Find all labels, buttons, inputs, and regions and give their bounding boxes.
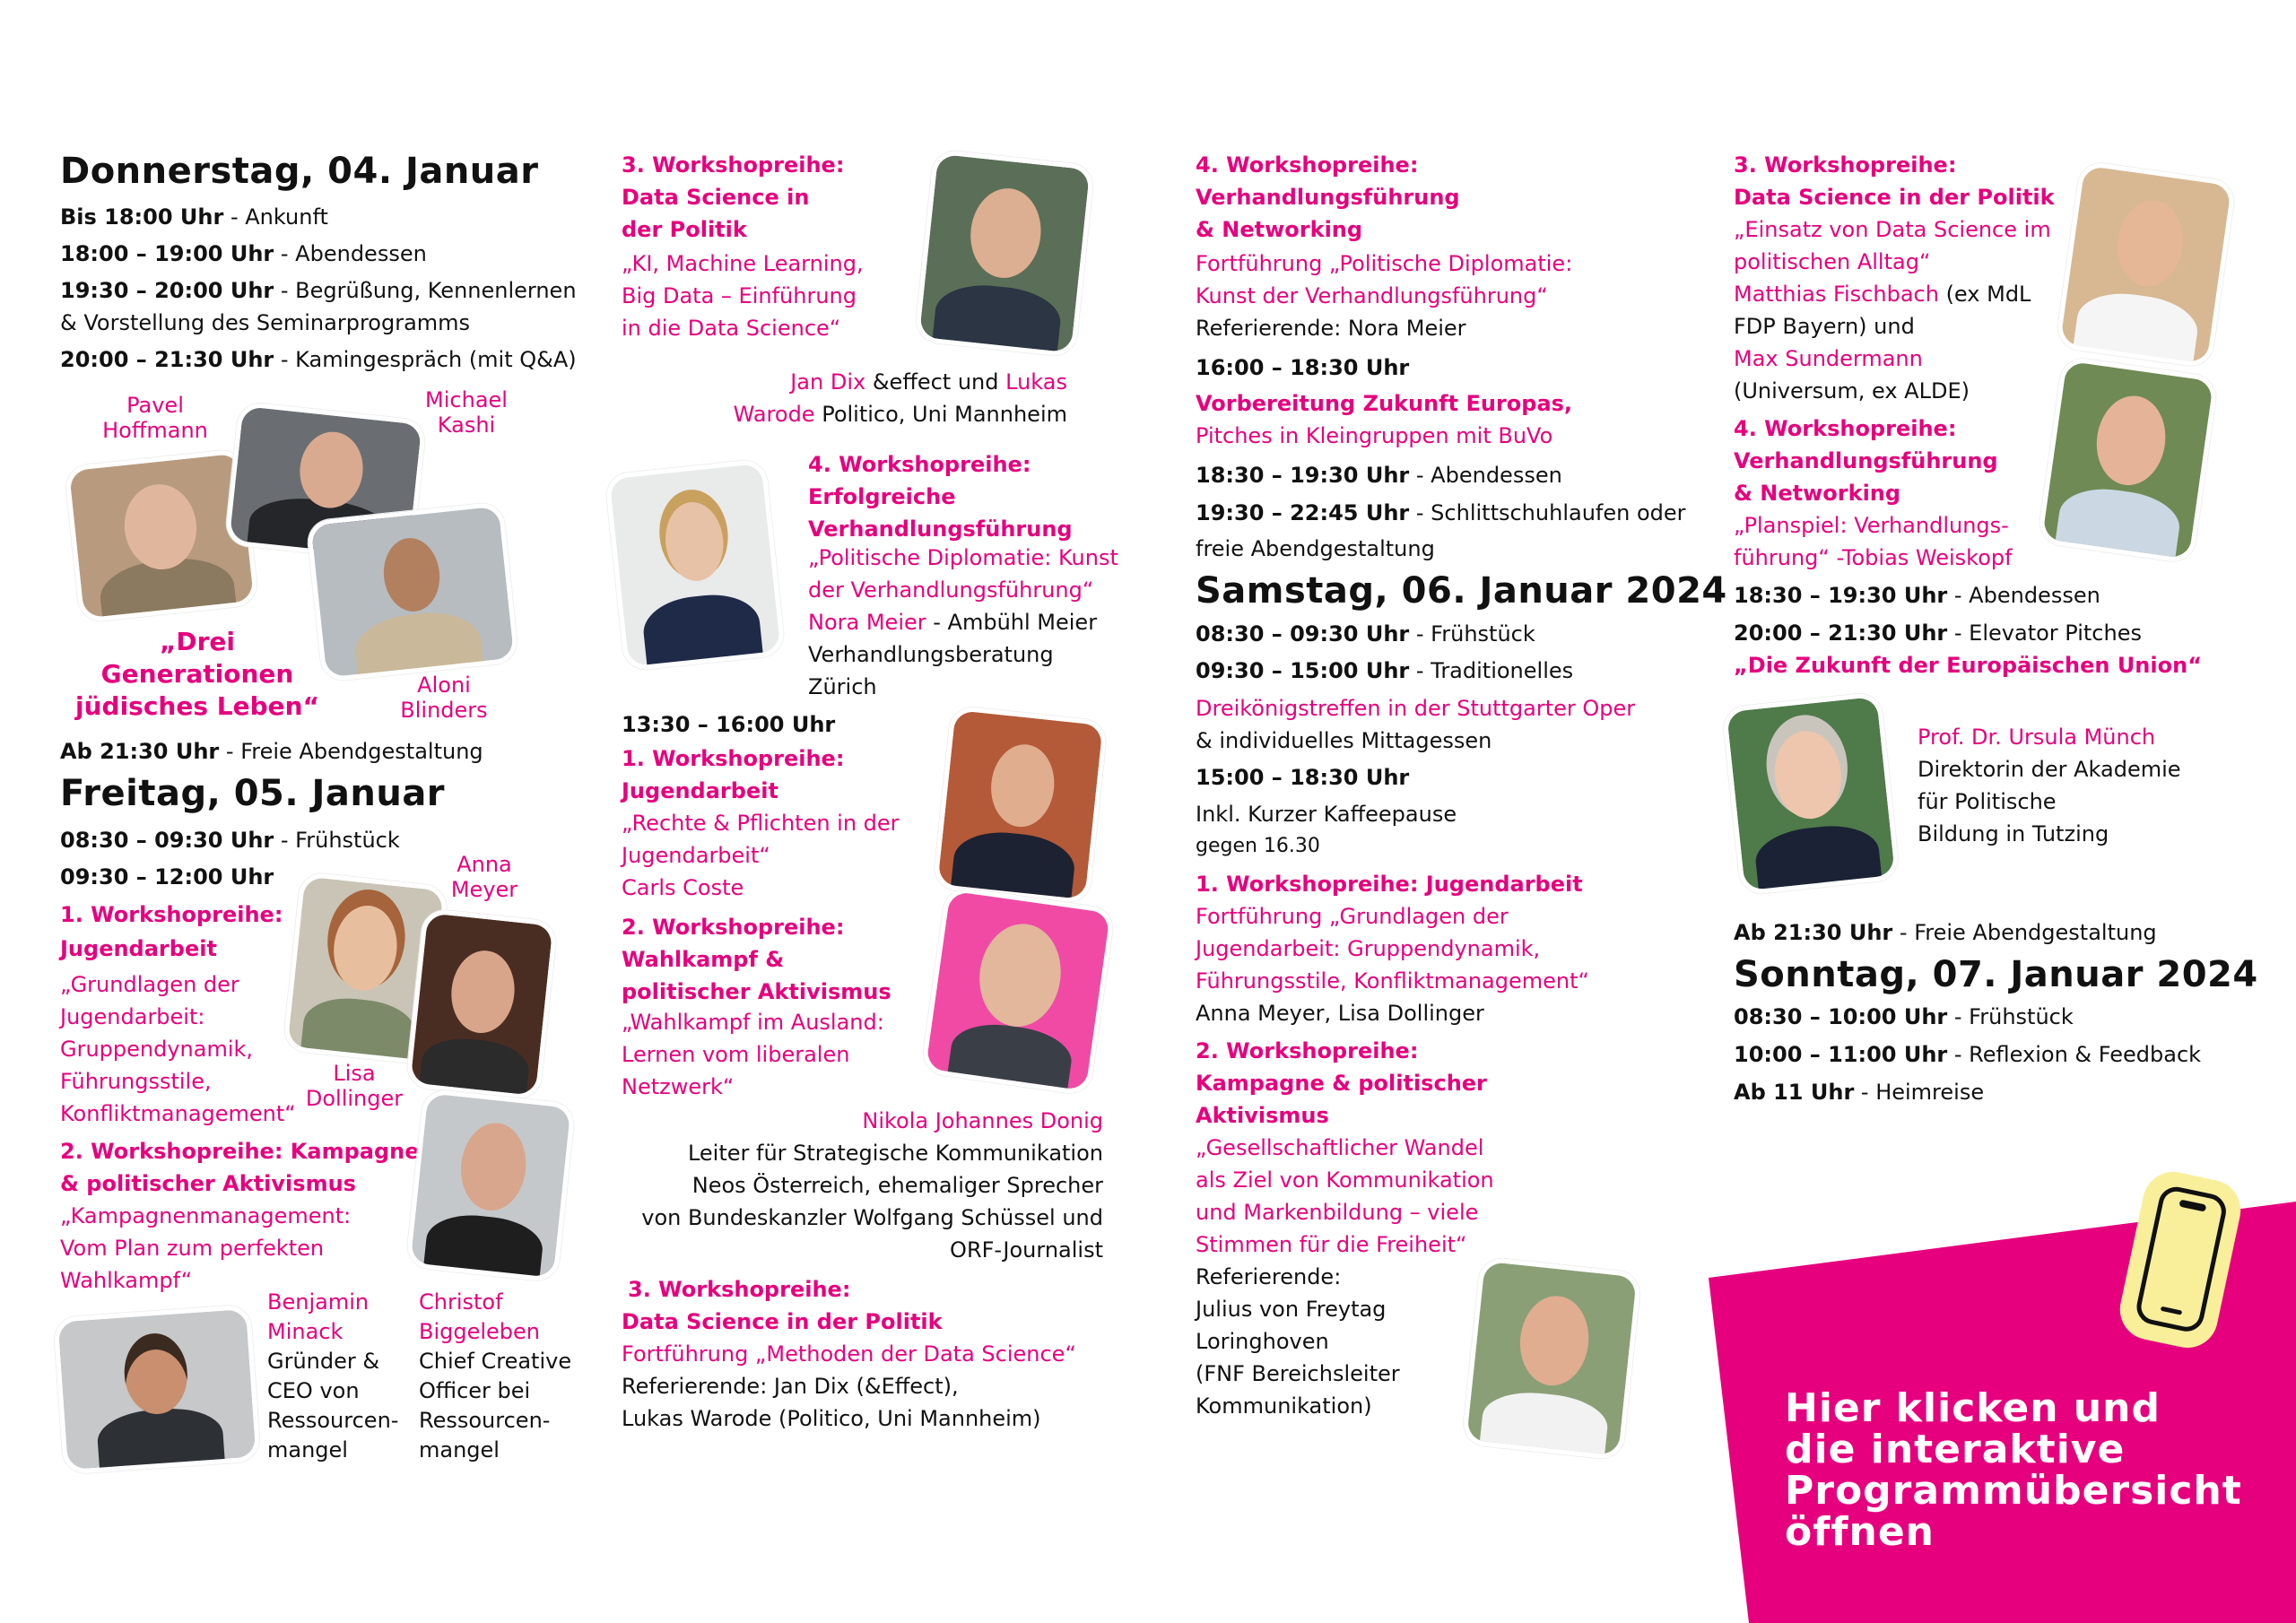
workshop-title: 2. Workshopreihe: (1196, 1038, 1419, 1063)
schedule-line: 09:30 – 12:00 Uhr (60, 864, 274, 890)
workshop-title: Verhandlungsführung (1734, 448, 1998, 473)
schedule-line: & Vorstellung des Seminarprogramms (60, 310, 471, 335)
workshop-desc: der Verhandlungsführung“ (808, 577, 1094, 603)
speaker-benjamin-info: Benjamin Minack Gründer & CEO von Ressourcen- mangel (267, 1289, 399, 1462)
schedule-line: 18:30 – 19:30 Uhr - Abendessen (1734, 583, 2100, 608)
workshop-title: 3. Workshopreihe: (628, 1277, 851, 1302)
speaker-photo-carls (933, 705, 1108, 904)
workshop-desc: Gruppendynamik, (60, 1037, 254, 1062)
talk-title: „Drei Generationen jüdisches Leben“ (75, 627, 319, 721)
schedule-line: Ab 21:30 Uhr - Freie Abendgestaltung (60, 739, 483, 764)
speaker-line: Anna Meyer, Lisa Dollinger (1196, 1001, 1484, 1026)
speaker-name: Michael Kashi (425, 387, 508, 438)
workshop-desc: als Ziel von Kommunikation (1196, 1167, 1494, 1193)
speaker-line: (Universum, ex ALDE) (1734, 378, 1970, 404)
workshop-title: politischer Aktivismus (622, 979, 891, 1004)
workshop-title: & politischer Aktivismus (60, 1171, 356, 1196)
speaker-photo-jan (914, 149, 1094, 358)
workshop-desc: Jugendarbeit: Gruppendynamik, (1196, 936, 1541, 961)
workshop-title: der Politik (622, 217, 747, 242)
speaker-line: Referierende: (1196, 1264, 1342, 1289)
schedule-line: 18:00 – 19:00 Uhr - Abendessen (60, 241, 427, 266)
schedule-line: & individuelles Mittagessen (1196, 728, 1492, 753)
workshop-desc: politischen Alltag“ (1734, 249, 1931, 274)
schedule-line: Ab 21:30 Uhr - Freie Abendgestaltung (1734, 920, 2157, 945)
schedule-line: 20:00 – 21:30 Uhr - Kamingespräch (mit Q&A) (60, 347, 577, 372)
workshop-title: Kampagne & politischer (1196, 1071, 1487, 1096)
schedule-line: Inkl. Kurzer Kaffeepause (1196, 802, 1457, 827)
workshop-desc: Konfliktmanagement“ (60, 1101, 296, 1126)
talk-title: „Die Zukunft der Europäischen Union“ (1734, 653, 2202, 678)
workshop-desc: „Planspiel: Verhandlungs- (1734, 513, 2009, 538)
workshop-desc: „Grundlagen der (60, 972, 239, 997)
speaker-photo-tobias (2037, 356, 2219, 564)
speaker-line: Zürich (808, 674, 877, 699)
schedule-time: 13:30 – 16:00 Uhr (622, 712, 836, 737)
speakers-line: Jan Dix &effect und Lukas (790, 369, 1067, 395)
workshop-title: 4. Workshopreihe: (1196, 152, 1419, 178)
speaker-info: Neos Österreich, ehemaliger Sprecher (691, 1173, 1103, 1198)
speaker-line: Verhandlungsberatung (808, 642, 1054, 667)
speaker-line: (FNF Bereichsleiter (1196, 1361, 1400, 1386)
workshop-title: Wahlkampf & (622, 947, 785, 972)
schedule-line: Ab 11 Uhr - Heimreise (1734, 1080, 1985, 1105)
workshop-title: Vorbereitung Zukunft Europas, (1196, 391, 1573, 416)
workshop-desc: Fortführung „Methoden der Data Science“ (622, 1341, 1076, 1367)
workshop-title: & Networking (1734, 481, 1901, 506)
workshop-desc: und Markenbildung – viele (1196, 1200, 1479, 1225)
schedule-line: 19:30 – 22:45 Uhr - Schlittschuhlaufen oder (1196, 500, 1686, 525)
schedule-line: freie Abendgestaltung (1196, 536, 1435, 561)
workshop-title: 4. Workshopreihe: (1734, 416, 1957, 441)
workshop-desc: Vom Plan zum perfekten (60, 1236, 325, 1261)
schedule-line: 08:30 – 09:30 Uhr - Frühstück (1196, 621, 1535, 647)
speaker-name: Nikola Johannes Donig (862, 1108, 1103, 1133)
workshop-title: & Networking (1196, 217, 1363, 242)
speaker-name: Prof. Dr. Ursula Münch (1918, 725, 2156, 750)
schedule-line: 10:00 – 11:00 Uhr - Reflexion & Feedback (1734, 1042, 2202, 1067)
speaker-line: Julius von Freytag (1196, 1297, 1387, 1322)
speaker-info: ORF-Journalist (950, 1237, 1103, 1263)
workshop-desc: Stimmen für die Freiheit“ (1196, 1232, 1467, 1257)
day-heading-friday: Freitag, 05. Januar (60, 773, 446, 814)
speaker-photo-nikola (920, 886, 1115, 1096)
speaker-info: für Politische (1918, 789, 2057, 814)
speaker-line: Loringhoven (1196, 1329, 1329, 1354)
schedule-line: Bis 18:00 Uhr - Ankunft (60, 204, 328, 230)
speaker-line: Max Sundermann (1734, 346, 1923, 371)
workshop-title: 4. Workshopreihe: (808, 452, 1031, 477)
workshop-desc: Kunst der Verhandlungsführung“ (1196, 283, 1548, 308)
workshop-title: 3. Workshopreihe: (1734, 152, 1957, 178)
speaker-name: Lisa Dollinger (305, 1061, 404, 1111)
workshop-title: 3. Workshopreihe: (622, 152, 845, 178)
workshop-desc: „Kampagnenmanagement: (60, 1203, 352, 1228)
speaker-photo-ursula (1722, 691, 1900, 895)
day-heading-thursday: Donnerstag, 04. Januar (60, 151, 539, 192)
workshop-desc: „Wahlkampf im Ausland: (622, 1010, 884, 1035)
workshop-title: Jugendarbeit (60, 936, 217, 961)
workshop-desc: „KI, Machine Learning, (622, 251, 864, 276)
schedule-line: 19:30 – 20:00 Uhr - Begrüßung, Kennenlernen (60, 278, 577, 303)
workshop-desc: „Rechte & Pflichten in der (622, 811, 900, 836)
workshop-title: Data Science in der Politik (1734, 185, 2055, 210)
speaker-info: Direktorin der Akademie (1918, 757, 2181, 782)
speaker-name: Anna Meyer (450, 852, 518, 902)
speaker-line: Referierende: Jan Dix (&Effect), (622, 1374, 959, 1399)
workshop-desc: Wahlkampf“ (60, 1268, 193, 1293)
workshop-desc: Pitches in Kleingruppen mit BuVo (1196, 423, 1553, 448)
speaker-christof-info: Christof Biggeleben Chief Creative Officer bei Ressourcen- mangel (419, 1289, 572, 1462)
speaker-info: Leiter für Strategische Kommunikation (687, 1141, 1103, 1166)
workshop-title: Verhandlungsführung (808, 516, 1073, 542)
workshop-title: 2. Workshopreihe: Kampagne (60, 1139, 420, 1164)
speaker-line: Referierende: Nora Meier (1196, 316, 1466, 341)
workshop-desc: führung“ -Tobias Weiskopf (1734, 545, 2013, 570)
workshop-title: 1. Workshopreihe: Jugendarbeit (1196, 872, 1583, 897)
speaker-line: Lukas Warode (Politico, Uni Mannheim) (622, 1406, 1041, 1431)
speaker-photo-aloni (306, 501, 519, 682)
speaker-photo-julius (1462, 1256, 1642, 1461)
workshop-desc: in die Data Science“ (622, 316, 841, 341)
workshop-desc: Fortführung „Grundlagen der (1196, 904, 1509, 929)
speaker-photo-nora (604, 458, 786, 672)
speaker-line: Kommunikation) (1196, 1393, 1372, 1419)
schedule-line: gegen 16.30 (1196, 835, 1320, 857)
workshop-desc: Big Data – Einführung (622, 283, 857, 308)
workshop-desc: „Politische Diplomatie: Kunst (808, 545, 1118, 570)
day-heading-saturday: Samstag, 06. Januar 2024 (1196, 570, 1727, 612)
day-heading-sunday: Sonntag, 07. Januar 2024 (1734, 954, 2258, 995)
schedule-line: 08:30 – 09:30 Uhr - Frühstück (60, 828, 400, 853)
workshop-title: 2. Workshopreihe: (622, 915, 845, 940)
speaker-line: Carls Coste (622, 875, 744, 900)
workshop-title: Jugendarbeit (622, 778, 778, 803)
speakers-line: Warode Politico, Uni Mannheim (733, 402, 1067, 427)
workshop-desc: Jugendarbeit“ (622, 843, 770, 868)
speaker-line: Nora Meier - Ambühl Meier (808, 610, 1098, 635)
workshop-title: Aktivismus (1196, 1103, 1329, 1128)
speaker-line: FDP Bayern) und (1734, 314, 1915, 339)
schedule-line: Dreikönigstreffen in der Stuttgarter Oper (1196, 696, 1636, 721)
workshop-title: Erfolgreiche (808, 484, 956, 509)
schedule-time: 15:00 – 18:30 Uhr (1196, 765, 1410, 790)
speaker-line: Matthias Fischbach (ex MdL (1734, 282, 2031, 307)
workshop-desc: „Einsatz von Data Science im (1734, 217, 2051, 242)
workshop-title: Data Science in der Politik (622, 1309, 943, 1334)
speaker-photo-matthias (2055, 161, 2237, 369)
speaker-info: Bildung in Tutzing (1918, 821, 2109, 846)
speaker-name: Aloni Blinders (400, 673, 488, 723)
speaker-photo-benjamin (53, 1305, 261, 1475)
workshop-title: 1. Workshopreihe: (622, 746, 845, 771)
speaker-photo-anna (405, 908, 558, 1101)
open-program-overview-label[interactable]: Hier klicken und die interaktive Programmübersicht öffnen (1785, 1385, 2242, 1555)
schedule-line: 20:00 – 21:30 Uhr - Elevator Pitches (1734, 621, 2142, 646)
workshop-desc: Jugendarbeit: (60, 1004, 205, 1029)
workshop-desc: Netzwerk“ (622, 1074, 735, 1099)
workshop-desc: Führungsstile, Konfliktmanagement“ (1196, 968, 1589, 994)
workshop-title: Verhandlungsführung (1196, 185, 1460, 210)
workshop-desc: „Gesellschaftlicher Wandel (1196, 1135, 1484, 1160)
workshop-title: Data Science in (622, 185, 810, 210)
speaker-info: von Bundeskanzler Wolfgang Schüssel und (641, 1205, 1103, 1230)
workshop-desc: Fortführung „Politische Diplomatie: (1196, 251, 1573, 276)
workshop-desc: Lernen vom liberalen (622, 1042, 850, 1067)
schedule-time: 16:00 – 18:30 Uhr (1196, 355, 1410, 380)
workshop-title: 1. Workshopreihe: (60, 902, 283, 927)
schedule-line: 18:30 – 19:30 Uhr - Abendessen (1196, 463, 1562, 488)
speaker-photo-christof (405, 1089, 576, 1283)
schedule-line: 09:30 – 15:00 Uhr - Traditionelles (1196, 658, 1574, 683)
speaker-name: Pavel Hoffmann (102, 393, 208, 443)
schedule-line: 08:30 – 10:00 Uhr - Frühstück (1734, 1004, 2074, 1029)
workshop-desc: Führungsstile, (60, 1069, 212, 1094)
